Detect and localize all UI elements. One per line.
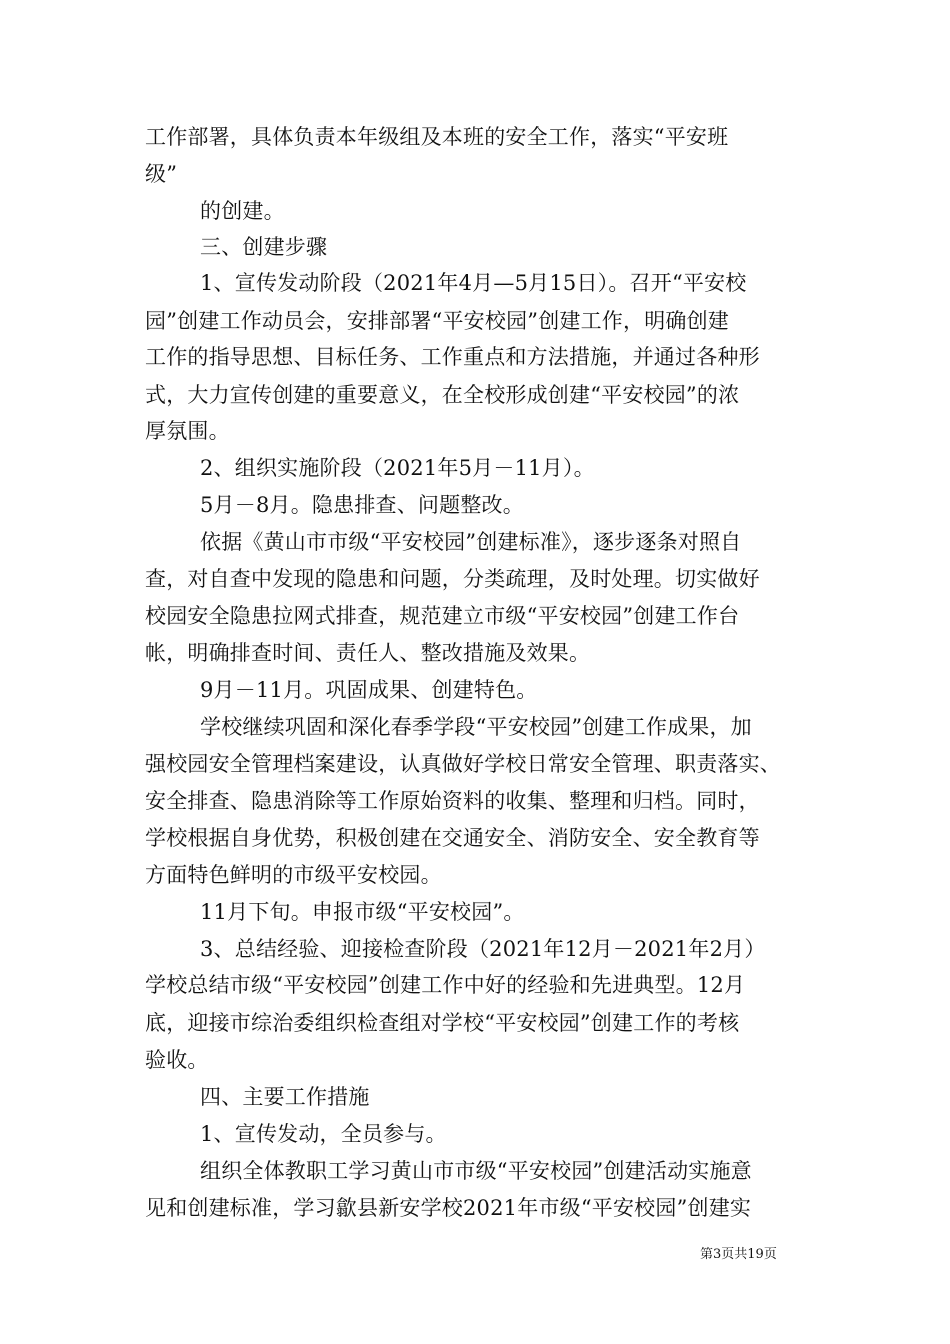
paragraph-line: 校园安全隐患拉网式排查，规范建立市级“平安校园”创建工作台 xyxy=(145,604,740,628)
paragraph-line: 学校总结市级“平安校园”创建工作中好的经验和先进典型。12月 xyxy=(145,973,746,997)
paragraph-line: 组织全体教职工学习黄山市市级“平安校园”创建活动实施意 xyxy=(200,1159,752,1183)
paragraph-line: 级” xyxy=(145,162,178,186)
paragraph-line: 园”创建工作动员会，安排部署“平安校园”创建工作，明确创建 xyxy=(145,309,730,333)
paragraph-line: 学校继续巩固和深化春季学段“平安校园”创建工作成果，加 xyxy=(200,715,752,739)
paragraph-line: 的创建。 xyxy=(200,199,285,223)
paragraph-line: 见和创建标准，学习歙县新安学校2021年市级“平安校园”创建实 xyxy=(145,1196,752,1220)
paragraph-line: 安全排查、隐患消除等工作原始资料的收集、整理和归档。同时， xyxy=(145,789,760,813)
paragraph-line: 1、宣传发动，全员参与。 xyxy=(200,1122,447,1146)
paragraph-line: 底，迎接市综治委组织检查组对学校“平安校园”创建工作的考核 xyxy=(145,1011,740,1035)
section-heading: 四、主要工作措施 xyxy=(200,1085,370,1109)
paragraph-line: 9月－11月。巩固成果、创建特色。 xyxy=(200,678,538,702)
paragraph-line: 学校根据自身优势，积极创建在交通安全、消防安全、安全教育等 xyxy=(145,826,760,850)
paragraph-line: 2、组织实施阶段（2021年5月－11月）。 xyxy=(200,456,595,480)
paragraph-line: 帐，明确排查时间、责任人、整改措施及效果。 xyxy=(145,641,591,665)
paragraph-line: 11月下旬。申报市级“平安校园”。 xyxy=(200,900,525,924)
paragraph-line: 5月－8月。隐患排查、问题整改。 xyxy=(200,493,524,517)
paragraph-line: 式，大力宣传创建的重要意义，在全校形成创建“平安校园”的浓 xyxy=(145,383,740,407)
paragraph-line: 1、宣传发动阶段（2021年4月—5月15日）。召开“平安校 xyxy=(200,271,747,295)
paragraph-line: 依据《黄山市市级“平安校园”创建标准》，逐步逐条对照自 xyxy=(200,530,742,554)
paragraph-line: 方面特色鲜明的市级平安校园。 xyxy=(145,863,442,887)
paragraph-line: 强校园安全管理档案建设，认真做好学校日常安全管理、职责落实、 xyxy=(145,752,781,776)
paragraph-line: 工作的指导思想、目标任务、工作重点和方法措施，并通过各种形 xyxy=(145,345,760,369)
paragraph-line: 3、总结经验、迎接检查阶段（2021年12月－2021年2月） xyxy=(200,937,766,961)
paragraph-line: 验收。 xyxy=(145,1048,209,1072)
paragraph-line: 查，对自查中发现的隐患和问题，分类疏理，及时处理。切实做好 xyxy=(145,567,760,591)
page-number: 第3页共19页 xyxy=(700,1247,777,1262)
paragraph-line: 厚氛围。 xyxy=(145,419,230,443)
section-heading: 三、创建步骤 xyxy=(200,235,328,259)
paragraph-line: 工作部署，具体负责本年级组及本班的安全工作，落实“平安班 xyxy=(145,125,729,149)
